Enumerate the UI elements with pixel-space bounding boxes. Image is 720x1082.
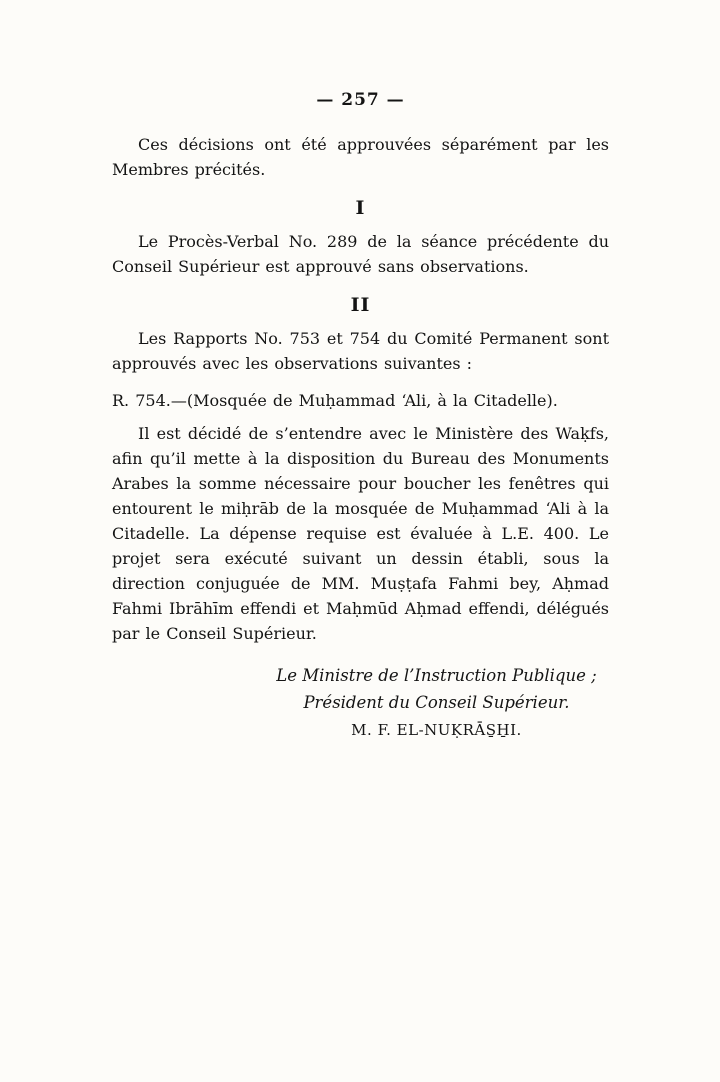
intro-paragraph: Ces décisions ont été approuvées séparément par les Membres précités.	[112, 135, 609, 179]
page-content	[112, 90, 609, 744]
signature-block	[264, 662, 609, 744]
signature-role-line: Président du Conseil Supérieur.	[303, 693, 570, 712]
report-paragraph: Il est décidé de s’entendre avec le Ministère des Waḳfs, afin qu’il mette à la disposition du Bureau des Monuments Arabes la somme nécessaire pour boucher les fenêtres qui entourent le miḥrāb de la mosquée de Muḥammad ‘Ali à la Citadelle. La dépense requise est évaluée à L.E. 400. Le projet sera exécuté suivant un dessin établi, sous la direction conjuguée de MM. Muṣṭafa Fahmi bey, Aḥmad Fahmi Ibrāhīm effendi et Maḥmūd Aḥmad effendi, délégués par le Conseil Supérieur.	[112, 424, 609, 643]
report-title: R. 754.—(Mosquée de Muḥammad ‘Ali, à la Citadelle).	[112, 391, 558, 410]
section-paragraph-1: Le Procès-Verbal No. 289 de la séance précédente du Conseil Supérieur est approuvé sans observations.	[112, 232, 609, 276]
signature-name: M. F. EL-NUḲRĀS̱H̱I.	[351, 721, 522, 739]
page-number: — 257 —	[316, 90, 405, 110]
section-heading-2: II	[350, 294, 371, 316]
signature-title-line: Le Ministre de l’Instruction Publique ;	[276, 666, 597, 685]
section-heading-1: I	[355, 197, 366, 219]
section-paragraph-2: Les Rapports No. 753 et 754 du Comité Permanent sont approuvés avec les observations suivantes :	[112, 329, 609, 373]
